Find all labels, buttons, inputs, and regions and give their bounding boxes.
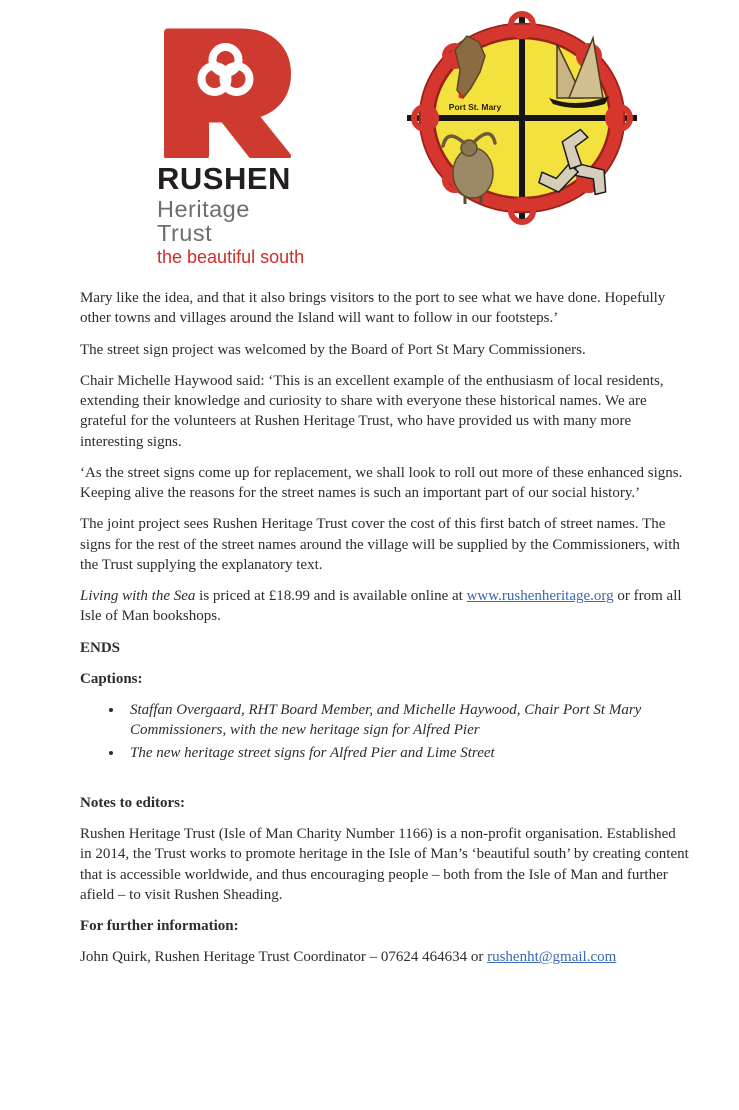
caption-item: • The new heritage street signs for Alfred Pier and Lime Street bbox=[124, 743, 690, 763]
rushenheritage-link[interactable]: www.rushenheritage.org bbox=[466, 588, 614, 604]
rht-logo-subtitle: Heritage Trust bbox=[157, 195, 250, 247]
body-paragraph-4: ‘As the street signs come up for replacement, we shall look to roll out more of these enhanced signs. Keeping alive the reasons for the street names is such an important part of our social history.’ bbox=[80, 464, 683, 501]
port-st-mary-emblem bbox=[405, 8, 639, 233]
document-body bbox=[80, 288, 690, 979]
contact-line bbox=[80, 947, 690, 967]
notes-paragraph: Rushen Heritage Trust (Isle of Man Charity Number 1166) is a non-profit organisation. Established in 2014, the Trust works to promote heritage in the Isle of Man’s ‘beautiful south’ by creating content that is accessible worldwide, and thus encouraging people – both from the Isle of Man and further afield – to visit Rushen Sheading. bbox=[80, 826, 689, 903]
rht-logo-name: RUSHEN bbox=[157, 161, 291, 196]
body-paragraph-5: The joint project sees Rushen Heritage Trust cover the cost of this first batch of street names. The signs for the rest of the street names around the village will be supplied by the Commissioners, with the Trust supplying the explanatory text. bbox=[80, 516, 680, 573]
emblem-label: Port St. Mary bbox=[448, 102, 502, 112]
book-availability-line bbox=[80, 586, 690, 627]
body-paragraph-1: Mary like the idea, and that it also brings visitors to the port to see what we have done. Hopefully other towns and villages around the Island will want to follow in our footsteps.’ bbox=[80, 290, 666, 327]
rht-logo bbox=[157, 28, 307, 268]
notes-heading: Notes to editors: bbox=[80, 794, 185, 811]
caption-item: • Staffan Overgaard, RHT Board Member, and Michelle Haywood, Chair Port St Mary Commissioners, with the new heritage sign for Alfred Pier bbox=[124, 700, 690, 741]
captions-heading: Captions: bbox=[80, 670, 143, 687]
ends-label: ENDS bbox=[80, 639, 121, 656]
book-title: Living with the Sea bbox=[80, 588, 196, 604]
body-paragraph-2: The street sign project was welcomed by the Board of Port St Mary Commissioners. bbox=[80, 341, 586, 358]
further-info-heading: For further information: bbox=[80, 918, 239, 934]
captions-list bbox=[80, 700, 690, 763]
body-paragraph-3: Chair Michelle Haywood said: ‘This is an excellent example of the enthusiasm of local residents, extending their knowledge and curiosity to share with everyone these historical names. We are grateful for the volunteers at Rushen Heritage Trust, who have provided us with many more interesting signs. bbox=[80, 372, 664, 450]
book-line-end: or from all Isle of Man bookshops. bbox=[80, 588, 682, 625]
contact-email-link[interactable]: rushenht@gmail.com bbox=[487, 949, 617, 966]
rht-logo-tagline: the beautiful south bbox=[157, 246, 305, 267]
contact-text: John Quirk, Rushen Heritage Trust Coordinator – 07624 464634 or bbox=[80, 949, 488, 966]
book-line-middle: is priced at £18.99 and is available online at bbox=[195, 588, 467, 604]
rht-r-mark-icon bbox=[159, 28, 292, 158]
